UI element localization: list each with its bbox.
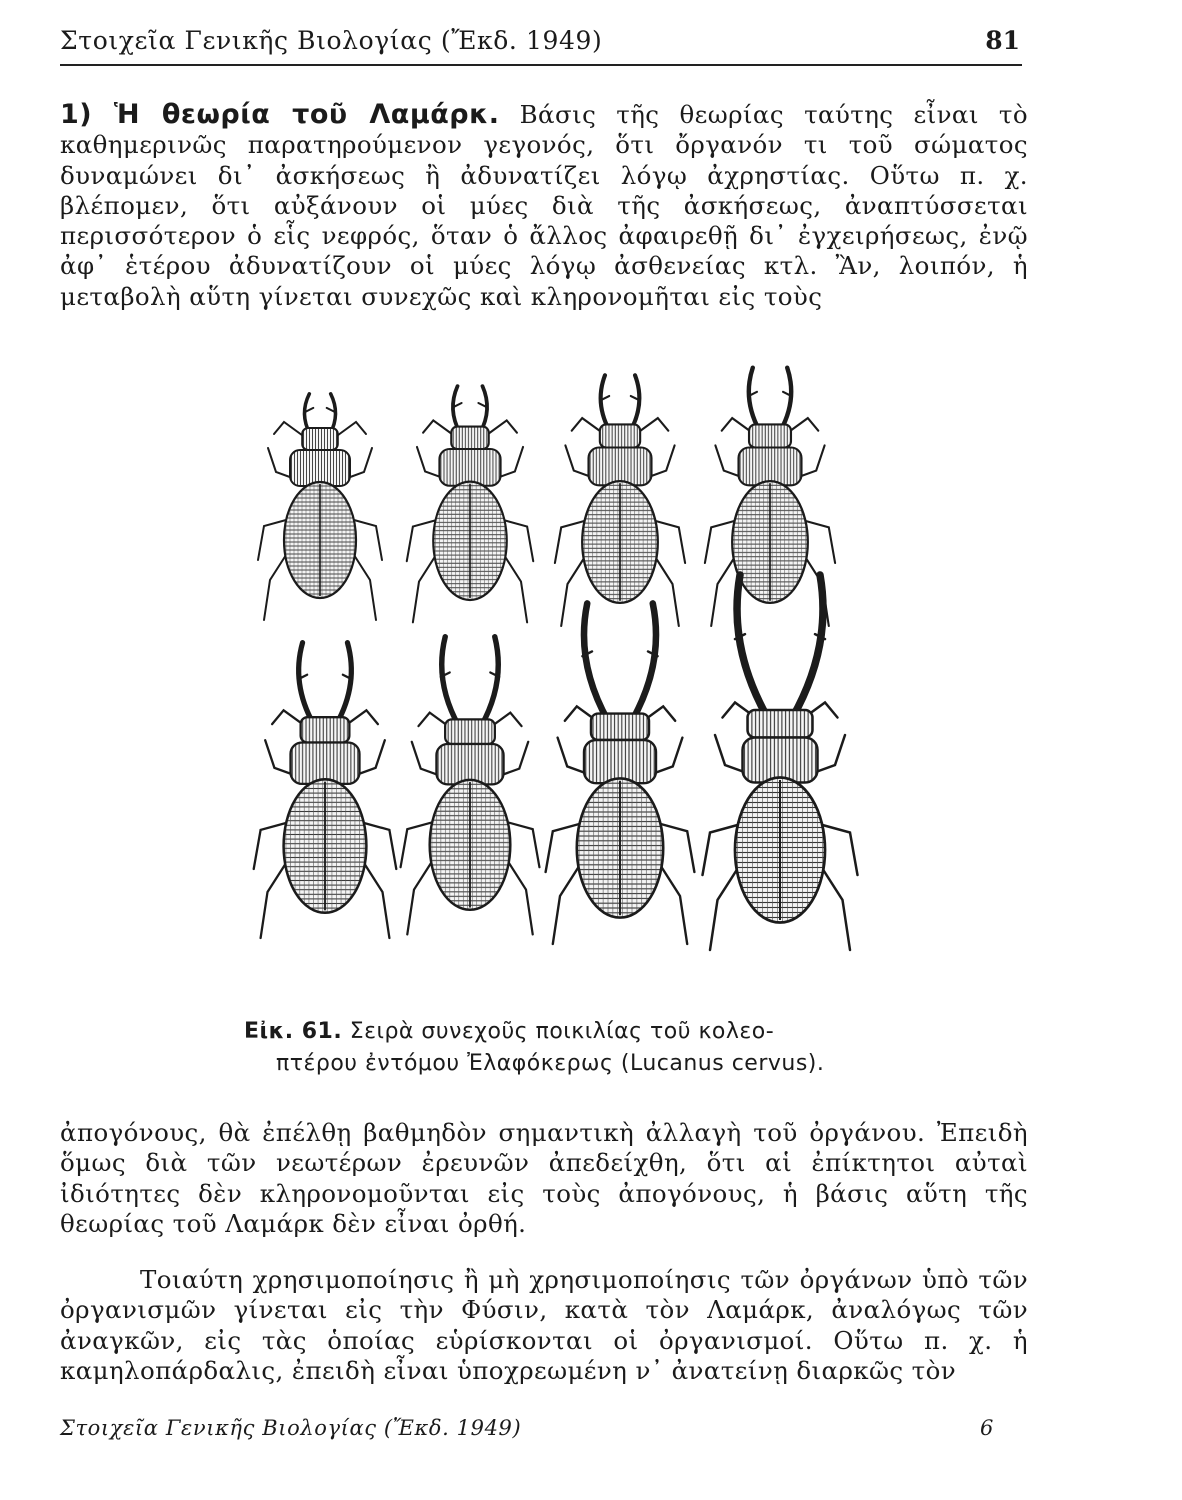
printer-signature: 6 <box>980 1416 994 1440</box>
figure-caption <box>244 1016 884 1080</box>
section-heading: 1) Ἡ θεωρία τοῦ Λαμάρκ. <box>60 99 500 130</box>
caption-line-2: πτέρου ἐντόμου Ἐλαφόκερως (Lucanus cervus). <box>276 1051 825 1076</box>
running-title: Στοιχεῖα Γενικῆς Βιολογίας (Ἔκδ. 1949) <box>60 26 603 55</box>
running-header <box>60 18 1022 66</box>
beetle-illustration <box>240 360 880 1010</box>
beetle-6 <box>401 637 540 935</box>
beetle-8 <box>703 575 858 950</box>
beetle-2 <box>407 386 533 622</box>
beetle-3 <box>555 375 685 626</box>
beetle-7 <box>546 603 695 944</box>
figure-label: Εἰκ. 61. <box>244 1019 343 1044</box>
paragraph-3: Τοιαύτη χρησιμοποίησις ἢ μὴ χρησιμοποίησις τῶν ὀργάνων ὑπὸ τῶν ὀργανισμῶν γίνεται εἰς τὴν Φύσιν, κατὰ τὸν Λαμάρκ, ἀναλόγως τῶν ἀναγκῶν, εἰς τὰς ὁποίας εὑρίσκονται οἱ ὀργανισμοί. Οὕτω π. χ. ἡ καμηλοπάρδαλις, ἐπειδὴ εἶναι ὑποχρεωμένη ν᾿ ἀνατείνῃ διαρκῶς τὸν <box>60 1265 1028 1385</box>
paragraph-lamarck-theory <box>60 100 1028 312</box>
footer-book-title: Στοιχεῖα Γενικῆς Βιολογίας (Ἔκδ. 1949) <box>60 1416 522 1440</box>
beetle-5 <box>254 643 397 938</box>
caption-line-1: Σειρὰ συνεχοῦς ποικιλίας τοῦ κολεο- <box>349 1019 775 1044</box>
figure-stag-beetles <box>240 360 880 1010</box>
page-number: 81 <box>985 26 1020 55</box>
page-footer <box>60 1416 1022 1446</box>
beetle-1 <box>258 394 382 620</box>
beetle-4 <box>705 368 835 626</box>
paragraph-1-text: Βάσις τῆς θεωρίας ταύτης εἶναι τὸ καθημερινῶς παρατηρούμενον γεγονός, ὅτι ὄργανόν τι τοῦ σώματος δυναμώνει δι᾿ ἀσκήσεως ἢ ἀδυνατίζει λόγῳ ἀχρηστίας. Οὕτω π. χ. βλέπομεν, ὅτι αὐξάνουν οἱ μύες διὰ τῆς ἀσκήσεως, ἀναπτύσσεται περισσότερον ὁ εἷς νεφρός, ὅταν ὁ ἄλλος ἀφαιρεθῇ δι᾿ ἐγχειρήσεως, ἐνῷ ἀφ᾿ ἑτέρου ἀδυνατίζουν οἱ μύες λόγῳ ἀσθενείας κτλ. Ἂν, λοιπόν, ἡ μεταβολὴ αὕτη γίνεται συνεχῶς καὶ κληρονομῆται εἰς τοὺς <box>60 100 1028 311</box>
paragraph-2: ἀπογόνους, θὰ ἐπέλθῃ βαθμηδὸν σημαντικὴ ἀλλαγὴ τοῦ ὀργάνου. Ἐπειδὴ ὅμως διὰ τῶν νεωτέρων ἐρευνῶν ἀπεδείχθη, ὅτι αἱ ἐπίκτητοι αὐταὶ ἰδιότητες δὲν κληρονομοῦνται εἰς τοὺς ἀπογόνους, ἡ βάσις αὕτη τῆς θεωρίας τοῦ Λαμάρκ δὲν εἶναι ὀρθή. <box>60 1118 1028 1238</box>
